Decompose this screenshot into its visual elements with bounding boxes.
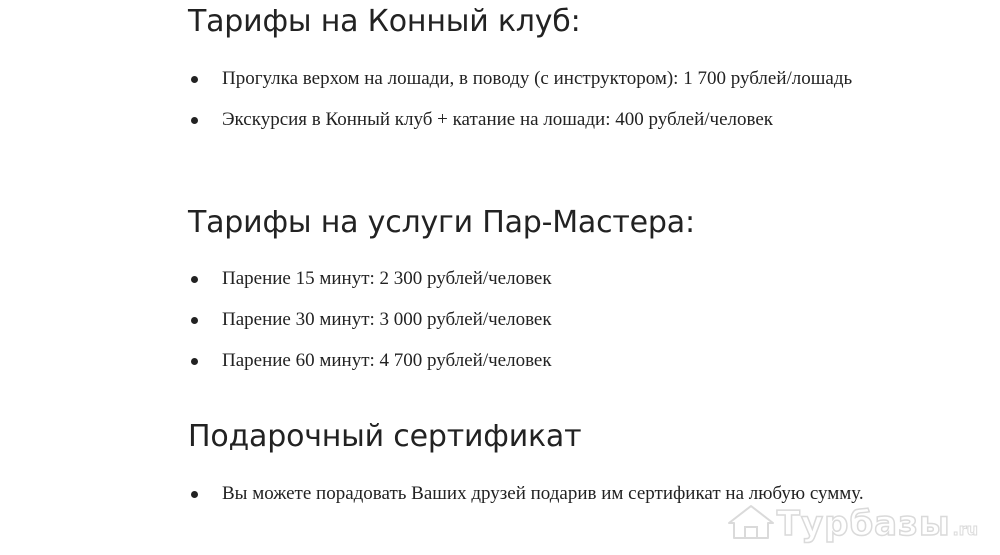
bullet-icon	[191, 491, 198, 498]
section-heading-horse-club: Тарифы на Конный клуб:	[188, 4, 581, 39]
bullet-icon	[191, 276, 198, 283]
list-item-text: Экскурсия в Конный клуб + катание на лошади: 400 рублей/человек	[222, 109, 774, 130]
list-item-text: Парение 30 минут: 3 000 рублей/человек	[222, 309, 552, 330]
watermark-tld-text: .ru	[952, 520, 978, 539]
house-icon	[725, 503, 777, 541]
bullet-icon	[191, 117, 198, 124]
section-heading-steam-master: Тарифы на услуги Пар-Мастера:	[188, 205, 695, 240]
list-item	[188, 64, 888, 93]
section-heading-gift-certificate: Подарочный сертификат	[188, 419, 582, 454]
list-item-text: Прогулка верхом на лошади, в поводу (с инструктором): 1 700 рублей/лошадь	[222, 68, 853, 89]
list-item	[188, 305, 888, 334]
bullet-icon	[191, 317, 198, 324]
list-item	[188, 264, 888, 293]
bullet-icon	[191, 76, 198, 83]
list-item-text: Парение 60 минут: 4 700 рублей/человек	[222, 350, 552, 371]
watermark-brand-text: Турбазы	[776, 504, 951, 544]
horse-club-price-list	[188, 64, 888, 134]
steam-master-price-list	[188, 264, 888, 375]
watermark-logo	[725, 503, 978, 544]
list-item-text: Парение 15 минут: 2 300 рублей/человек	[222, 268, 552, 289]
bullet-icon	[191, 358, 198, 365]
list-item-text: Вы можете порадовать Ваших друзей подарив им сертификат на любую сумму.	[222, 483, 864, 504]
list-item	[188, 105, 888, 134]
list-item	[188, 346, 888, 375]
